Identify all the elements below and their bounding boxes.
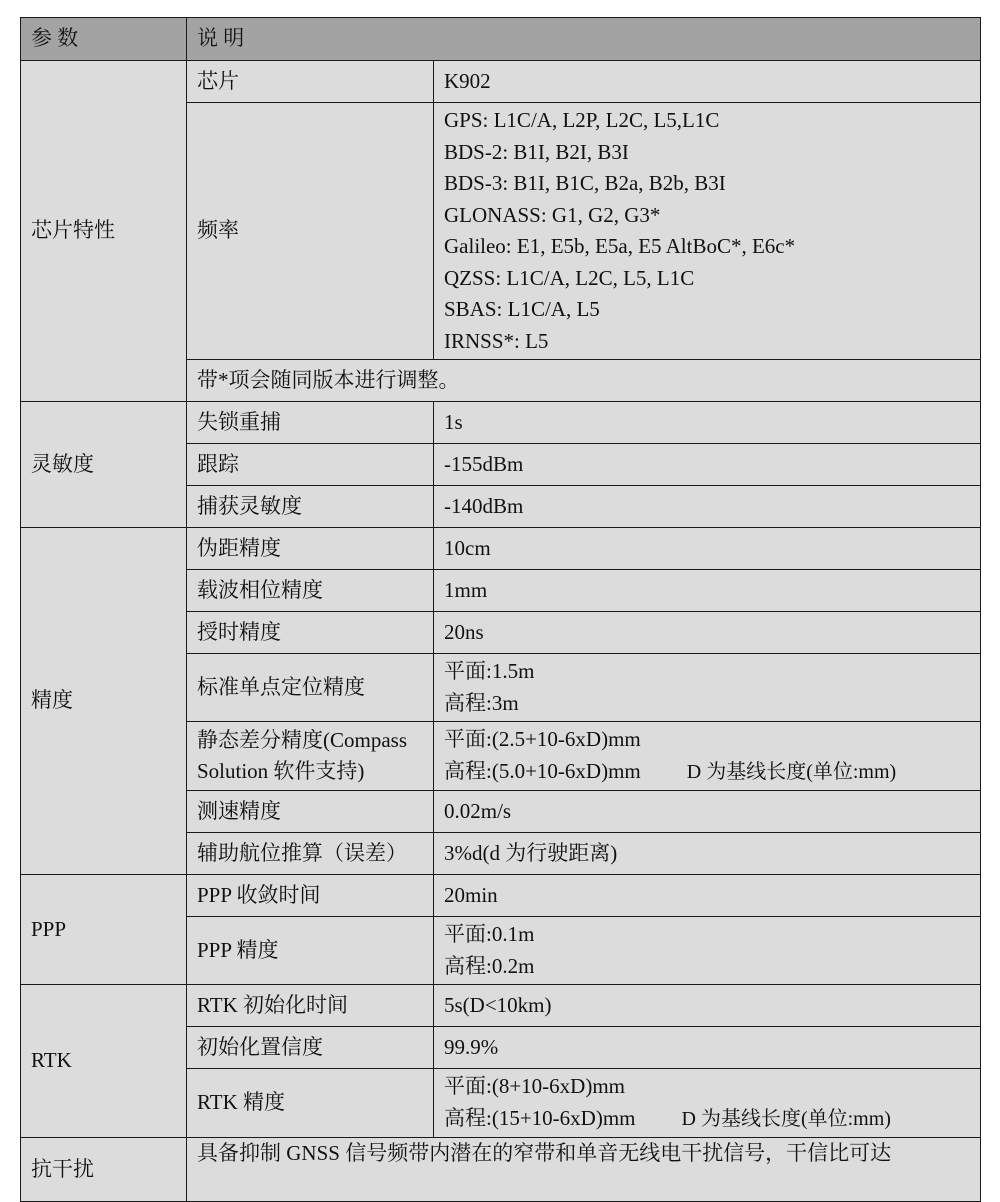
row-value: 1s: [434, 402, 981, 444]
vertical-value: 高程:(5.0+10-6xD)mm: [444, 758, 641, 783]
row-label: 辅助航位推算（误差）: [187, 833, 434, 875]
row-label: 跟踪: [187, 444, 434, 486]
frequency-line: SBAS: L1C/A, L5: [444, 297, 600, 321]
horizontal-value: 平面:(8+10-6xD)mm: [444, 1074, 625, 1098]
frequency-line: BDS-3: B1I, B1C, B2a, B2b, B3I: [444, 171, 726, 195]
horizontal-value: 平面:0.1m: [444, 922, 535, 946]
label-line: Solution 软件支持): [197, 759, 365, 783]
group-precision: 精度: [21, 528, 187, 875]
row-value: -140dBm: [434, 486, 981, 528]
row-label: 初始化置信度: [187, 1027, 434, 1069]
frequency-line: IRNSS*: L5: [444, 328, 549, 353]
row-label: 伪距精度: [187, 528, 434, 570]
vertical-value: 高程:0.2m: [444, 953, 535, 978]
baseline-note: D 为基线长度(单位:mm): [686, 760, 897, 783]
frequency-line: BDS-2: B1I, B2I, B3I: [444, 139, 629, 164]
chip-note: 带*项会随同版本进行调整。: [187, 360, 981, 402]
row-value: [434, 722, 981, 791]
row-label: 标准单点定位精度: [187, 654, 434, 722]
vertical-value-line: [444, 1103, 970, 1136]
row-label: 失锁重捕: [187, 402, 434, 444]
row-label: PPP 收敛时间: [187, 875, 434, 917]
frequency-line: Galileo: E1, E5b, E5a, E5 AltBoC*, E6c*: [444, 234, 796, 258]
row-label: [187, 722, 434, 791]
label-line: 静态差分精度(Compass: [197, 727, 407, 752]
spec-table: [20, 17, 981, 1202]
table-row: [21, 402, 981, 444]
row-label: 频率: [187, 103, 434, 360]
row-value: 20ns: [434, 612, 981, 654]
group-antijam: 抗干扰: [21, 1138, 187, 1202]
row-label: 芯片: [187, 61, 434, 103]
group-chip: 芯片特性: [21, 61, 187, 402]
vertical-value: 高程:(15+10-6xD)mm: [444, 1105, 636, 1130]
horizontal-value: 平面:(2.5+10-6xD)mm: [444, 727, 641, 751]
group-rtk: RTK: [21, 985, 187, 1138]
row-value: K902: [434, 61, 981, 103]
baseline-note: D 为基线长度(单位:mm): [681, 1107, 891, 1130]
row-label: 授时精度: [187, 612, 434, 654]
row-label: 捕获灵敏度: [187, 486, 434, 528]
table-row: [21, 528, 981, 570]
antijam-text: 具备抑制 GNSS 信号频带内潜在的窄带和单音无线电干扰信号，干信比可达: [187, 1138, 981, 1202]
table-row: [21, 875, 981, 917]
row-value: 20min: [434, 875, 981, 917]
row-label: 载波相位精度: [187, 570, 434, 612]
row-value: 10cm: [434, 528, 981, 570]
row-label: 测速精度: [187, 791, 434, 833]
row-value: 5s(D<10km): [434, 985, 981, 1027]
row-value: 3%d(d 为行驶距离): [434, 833, 981, 875]
row-value: 0.02m/s: [434, 791, 981, 833]
vertical-value: 高程:3m: [444, 690, 519, 715]
vertical-value-line: [444, 756, 970, 789]
table-row: [21, 1138, 981, 1202]
frequency-line: GPS: L1C/A, L2P, L2C, L5,L1C: [444, 108, 720, 132]
row-value: [434, 1069, 981, 1138]
horizontal-value: 平面:1.5m: [444, 659, 535, 683]
row-label: RTK 精度: [187, 1069, 434, 1138]
header-desc: 说 明: [187, 18, 981, 61]
row-value: [434, 917, 981, 985]
row-label: PPP 精度: [187, 917, 434, 985]
table-row: [21, 61, 981, 103]
frequency-line: GLONASS: G1, G2, G3*: [444, 202, 661, 227]
header-param: 参 数: [21, 18, 187, 61]
group-ppp: PPP: [21, 875, 187, 985]
table-row: [21, 985, 981, 1027]
row-value: 1mm: [434, 570, 981, 612]
row-label: RTK 初始化时间: [187, 985, 434, 1027]
row-value: 99.9%: [434, 1027, 981, 1069]
row-value: -155dBm: [434, 444, 981, 486]
frequency-list: [434, 103, 981, 360]
group-sensitivity: 灵敏度: [21, 402, 187, 528]
row-value: [434, 654, 981, 722]
frequency-line: QZSS: L1C/A, L2C, L5, L1C: [444, 265, 695, 290]
table-header-row: [21, 18, 981, 61]
